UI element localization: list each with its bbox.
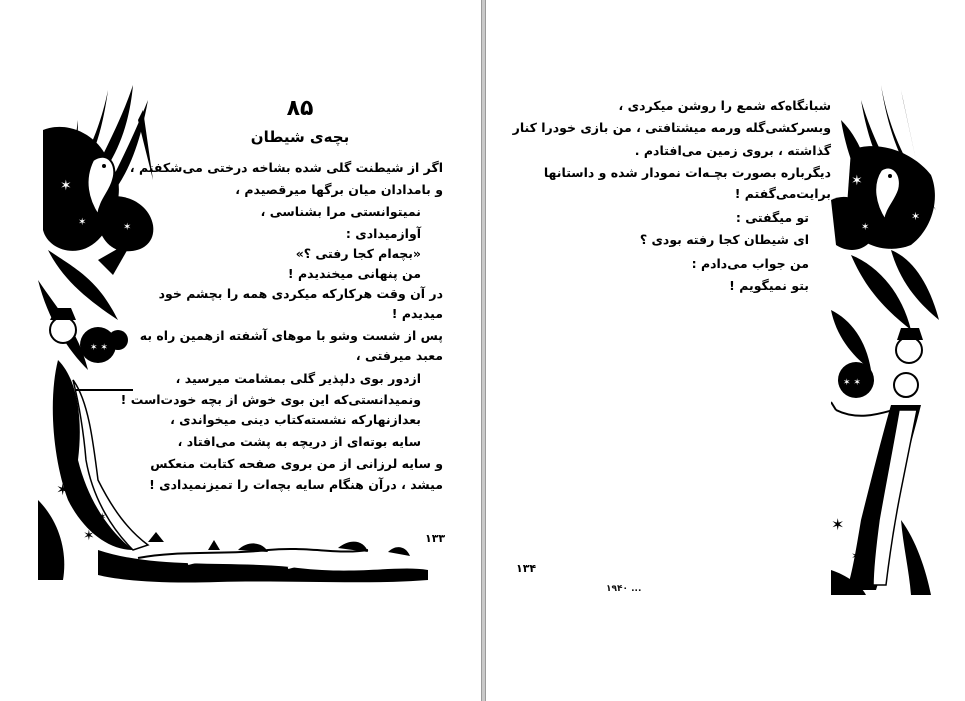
left-line-8: میدیدم ! (391, 306, 443, 321)
svg-text:✶: ✶ (83, 528, 95, 544)
left-line-1: اگر از شیطنت گلی شده بشاخه درختی می‌شکفتم ، (129, 160, 443, 175)
left-line-9: پس از شست وشو با موهای آشفته ازهمین راه به (139, 328, 443, 343)
svg-text:✶: ✶ (56, 480, 70, 499)
right-page (486, 0, 965, 701)
right-page-number: ۱۳۴ (516, 562, 537, 575)
left-line-13: بعدازنهارکه نشسته‌کتاب دینی میخواندی ، (170, 412, 421, 427)
right-line-4: دیگرباره بصورت بچـه‌ات نمودار شده و داستانها (543, 165, 831, 180)
svg-text:✶ ✶: ✶ ✶ (843, 378, 861, 388)
svg-text:✶: ✶ (911, 210, 921, 223)
right-line-7: ای شیطان کجا رفته بودی ؟ (639, 232, 809, 247)
right-line-9: بتو نمیگویم ! (729, 278, 809, 293)
svg-text:✶: ✶ (123, 222, 132, 233)
left-line-14: سایه بوته‌ای از دریچه به پشت می‌افتاد ، (177, 434, 421, 449)
right-line-5: برایت‌می‌گفتم ! (734, 186, 831, 201)
svg-text:✶: ✶ (851, 173, 863, 189)
right-line-1: شبانگاه‌که شمع را روشن میکردی ، (618, 98, 831, 113)
poem-number: ۸۵ (286, 96, 314, 121)
svg-text:✶: ✶ (831, 515, 845, 534)
svg-text:✶: ✶ (78, 217, 87, 228)
right-line-8: من جواب می‌دادم : (691, 256, 809, 271)
footer-stamp: ۱۹۴۰ ... (606, 584, 642, 594)
left-page-number: ۱۳۳ (425, 532, 446, 545)
left-line-6: من پنهانی میخندیدم ! (287, 266, 421, 281)
right-line-2: وبسرکشی‌گله ورمه میشتافتی ، من بازی خودرا کنار (512, 120, 831, 135)
left-line-4: آوازمیدادی : (345, 226, 421, 241)
left-line-16: میشد ، درآن هنگام سایه بچه‌ات را تمیزنمیدادی ! (149, 477, 443, 492)
left-line-10: معبد میرفتی ، (355, 348, 443, 363)
svg-text:✶: ✶ (60, 178, 72, 194)
svg-text:✶: ✶ (861, 222, 870, 233)
svg-text:✶: ✶ (98, 512, 107, 523)
right-line-3: گذاشته ، بروی زمین می‌افتادم . (634, 143, 831, 158)
poem-title: بچه‌ی شیطان (250, 128, 350, 146)
left-line-3: نمیتوانستی مرا بشناسی ، (260, 204, 421, 219)
left-line-2: و بامدادان میان برگها میرقصیدم ، (235, 182, 443, 197)
left-line-11: ازدور بوی دلپذیر گلی بمشامت میرسید ، (175, 371, 421, 386)
left-line-15: و سایه لرزانی از من بروی صفحه کتابت منعکس (150, 456, 443, 471)
left-line-12: ونمیدانستی‌که این بوی خوش از بچه خودت‌است ! (120, 392, 421, 407)
left-page (0, 0, 481, 701)
right-page-illustration (831, 80, 941, 600)
left-line-7: در آن وقت هرکارکه میکردی همه را بچشم خود (158, 286, 443, 301)
left-line-5: «بچه‌ام کجا رفتی ؟» (295, 246, 421, 261)
svg-text:✶ ✶: ✶ ✶ (90, 343, 108, 353)
svg-text:✶: ✶ (851, 549, 862, 563)
right-line-6: تو میگفتی : (735, 210, 809, 225)
